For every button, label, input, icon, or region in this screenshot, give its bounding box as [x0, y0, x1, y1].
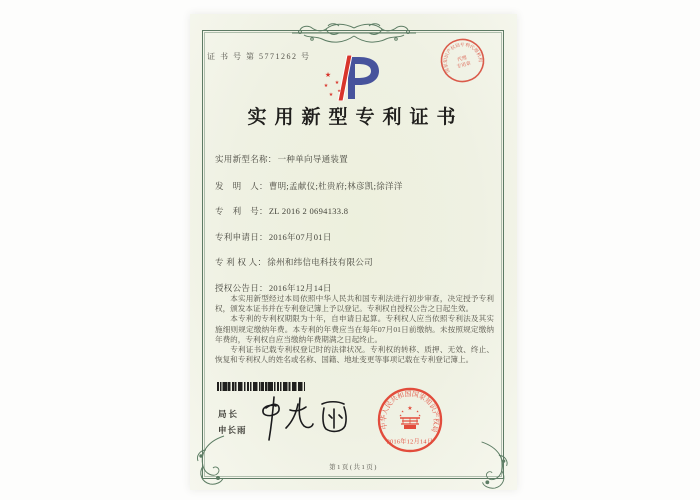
field-patent-number	[215, 205, 348, 217]
official-seal	[376, 386, 444, 454]
svg-text:专用章: 专用章	[456, 61, 472, 71]
certificate-title: 实用新型专利证书	[247, 107, 464, 128]
director-name: 申长雨	[218, 425, 247, 435]
svg-text:★: ★	[328, 92, 334, 98]
field-label: 专 利 号：	[215, 206, 268, 216]
svg-text:代理: 代理	[456, 55, 468, 64]
svg-text:★: ★	[418, 413, 421, 418]
patent-office-logo-icon	[314, 55, 384, 101]
svg-text:★: ★	[334, 80, 340, 86]
field-label: 发 明 人：	[215, 181, 268, 191]
field-grant-date	[215, 282, 332, 294]
svg-text:★: ★	[399, 413, 402, 418]
legal-paragraph-3: 专利证书记载专利权登记时的法律状况。专利权的转移、质押、无效、终止、恢复和专利权人的姓名或名称、国籍、地址变更等事项记载在专利登记簿上。	[215, 345, 494, 365]
field-utility-model-name	[215, 153, 348, 165]
svg-text:★: ★	[401, 409, 404, 414]
svg-text:★: ★	[407, 405, 413, 412]
top-lace-ornament	[292, 20, 416, 48]
svg-text:中华人民共和国国家知识产权局: 中华人民共和国国家知识产权局	[380, 390, 440, 433]
svg-text:★: ★	[324, 71, 332, 79]
field-label: 实用新型名称：	[215, 154, 277, 164]
field-value: 一种单向导通装置	[277, 154, 349, 164]
field-value: 2016年07月01日	[268, 232, 332, 242]
legal-body-text	[215, 294, 494, 365]
certificate-number: 证 书 号 第 5771262 号	[207, 52, 311, 61]
corner-flourish-left	[192, 434, 226, 486]
director-signature	[250, 394, 355, 444]
svg-text:★: ★	[416, 409, 419, 414]
page-footer: 第1页(共1页)	[329, 464, 378, 471]
field-label: 授权公告日：	[215, 283, 268, 293]
field-value: 曹明;孟献仪;杜贵府;林彦凯;徐洋洋	[268, 181, 403, 191]
legal-paragraph-1: 本实用新型经过本局依照中华人民共和国专利法进行初步审查，决定授予专利权，颁发本证书并在专利登记簿上予以登记。专利权自授权公告之日起生效。	[215, 294, 494, 314]
field-label: 专利申请日：	[215, 232, 268, 242]
legal-paragraph-2: 本专利的专利权期限为十年，自申请日起算。专利权人应当依照专利法及其实施细则规定缴纳年费。本专利的年费应当在每年07月01日前缴纳。未按照规定缴纳年费的，专利权自应当缴纳年费期满之日起终止。	[215, 314, 494, 344]
svg-text:★: ★	[337, 88, 341, 93]
field-filing-date	[215, 231, 332, 243]
national-emblem-icon	[399, 405, 421, 429]
svg-text:★: ★	[323, 83, 329, 89]
field-value: 徐州和纬信电科技有限公司	[267, 257, 373, 267]
field-value: ZL 2016 2 0694133.8	[268, 206, 349, 216]
certificate-paper	[190, 14, 517, 490]
field-patentee	[215, 256, 373, 268]
field-label: 专 利 权 人：	[215, 257, 267, 267]
barcode	[217, 382, 305, 391]
svg-text:国家知识产权局专利代理机构: 国家知识产权局专利代理机构	[442, 42, 484, 74]
director-title: 局长	[218, 409, 240, 419]
official-seal-date: 2016年12月14日	[386, 438, 434, 446]
field-value: 2016年12月14日	[268, 283, 332, 293]
field-inventors	[215, 180, 403, 192]
